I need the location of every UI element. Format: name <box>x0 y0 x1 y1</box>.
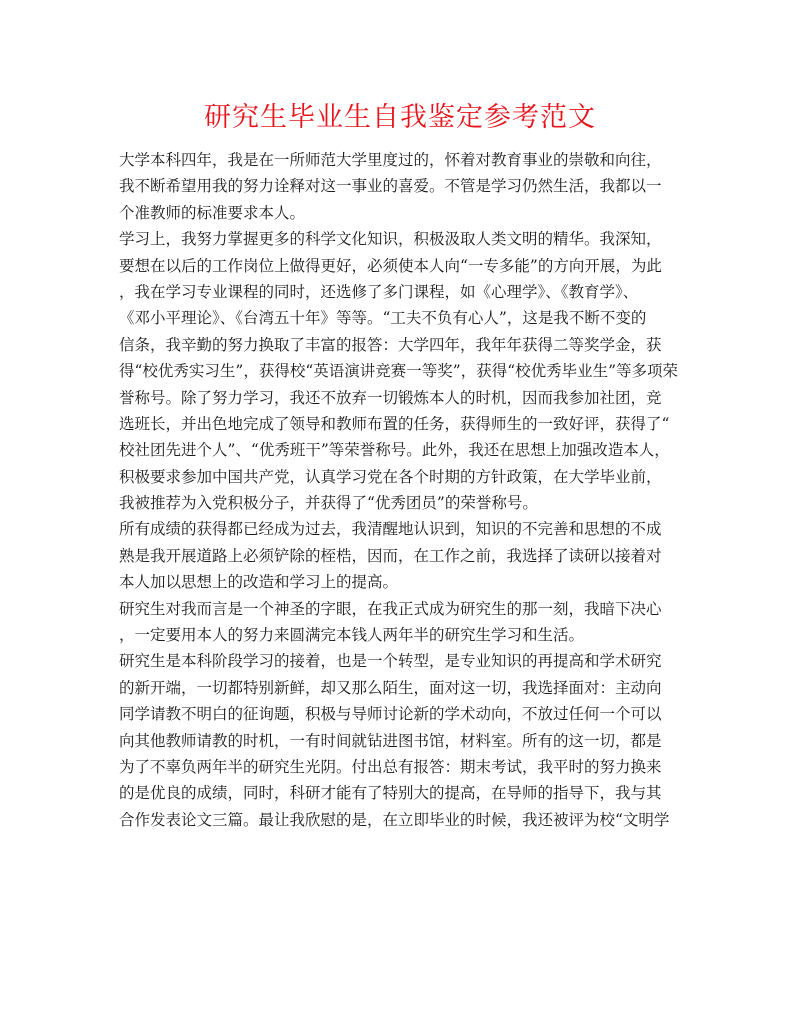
text-line: 的是优良的成绩，同时，科研才能有了特别大的提高，在导师的指导下，我与其 <box>119 784 662 803</box>
text-line: 向其他教师请教的时机，一有时间就钻进图书馆，材料室。所有的这一切，都是 <box>119 731 662 750</box>
paragraph <box>119 226 689 516</box>
text-line: 研究生是本科阶段学习的接着，也是一个转型，是专业知识的再提高和学术研究 <box>119 652 662 671</box>
text-line: 学习上，我努力掌握更多的科学文化知识，积极汲取人类文明的精华。我深知， <box>119 230 662 249</box>
text-line: 我不断希望用我的努力诠释对这一事业的喜爱。不管是学习仍然生活，我都以一 <box>119 177 662 196</box>
text-line: 熟是我开展道路上必须铲除的桎梏，因而，在工作之前，我选择了读研以接着对 <box>119 546 662 565</box>
text-line: 研究生对我而言是一个神圣的字眼，在我正式成为研究生的那一刻，我暗下决心 <box>119 599 662 618</box>
text-line: 本人加以思想上的改造和学习上的提高。 <box>119 573 399 592</box>
text-line: 我被推荐为入党积极分子，并获得了“优秀团员”的荣誉称号。 <box>119 494 538 513</box>
text-line: 誉称号。除了努力学习，我还不放弃一切锻炼本人的时机，因而我参加社团，竞 <box>119 388 662 407</box>
text-line: 所有成绩的获得都已经成为过去，我清醒地认识到，知识的不完善和思想的不成 <box>119 520 662 539</box>
text-line: 个准教师的标准要求本人。 <box>119 203 306 222</box>
document-body <box>119 147 689 833</box>
text-line: 要想在以后的工作岗位上做得更好，必须使本人向“一专多能”的方向开展，为此 <box>119 256 662 275</box>
paragraph <box>119 516 689 595</box>
paragraph <box>119 596 689 649</box>
text-line: 合作发表论文三篇。最让我欣慰的是，在立即毕业的时候，我还被评为校“文明学 <box>119 810 670 829</box>
document-title: 研究生毕业生自我鉴定参考范文 <box>204 102 596 133</box>
text-line: 《邓小平理论》、《台湾五十年》等等。“工夫不负有心人”，这是我不断不变的 <box>119 309 647 328</box>
text-line: 信条，我辛勤的努力换取了丰富的报答：大学四年，我年年获得二等奖学金，获 <box>119 335 662 354</box>
paragraph <box>119 648 689 833</box>
text-line: 的新开端，一切都特别新鲜，却又那么陌生，面对这一切，我选择面对：主动向 <box>119 678 662 697</box>
text-line: 选班长，并出色地完成了领导和教师布置的任务，获得师生的一致好评，获得了“ <box>119 414 670 433</box>
text-line: ，一定要用本人的努力来圆满完本钱人两年半的研究生学习和生活。 <box>119 626 585 645</box>
text-line: 得“校优秀实习生”，获得校“英语演讲竞赛一等奖”，获得“校优秀毕业生”等多项荣 <box>119 362 679 381</box>
paragraph <box>119 147 689 226</box>
text-line: 积极要求参加中国共产党，认真学习党在各个时期的方针政策，在大学毕业前， <box>119 467 662 486</box>
text-line: 同学请教不明白的征询题，积极与导师讨论新的学术动向，不放过任何一个可以 <box>119 705 662 724</box>
text-line: 为了不辜负两年半的研究生光阴。付出总有报答：期末考试，我平时的努力换来 <box>119 757 662 776</box>
text-line: 校社团先进个人”、“优秀班干”等荣誉称号。此外，我还在思想上加强改造本人， <box>119 441 670 460</box>
text-line: ，我在学习专业课程的同时，还选修了多门课程，如《心理学》、《教育学》、 <box>119 282 639 301</box>
text-line: 大学本科四年，我是在一所师范大学里度过的，怀着对教育事业的崇敬和向往， <box>119 151 662 169</box>
